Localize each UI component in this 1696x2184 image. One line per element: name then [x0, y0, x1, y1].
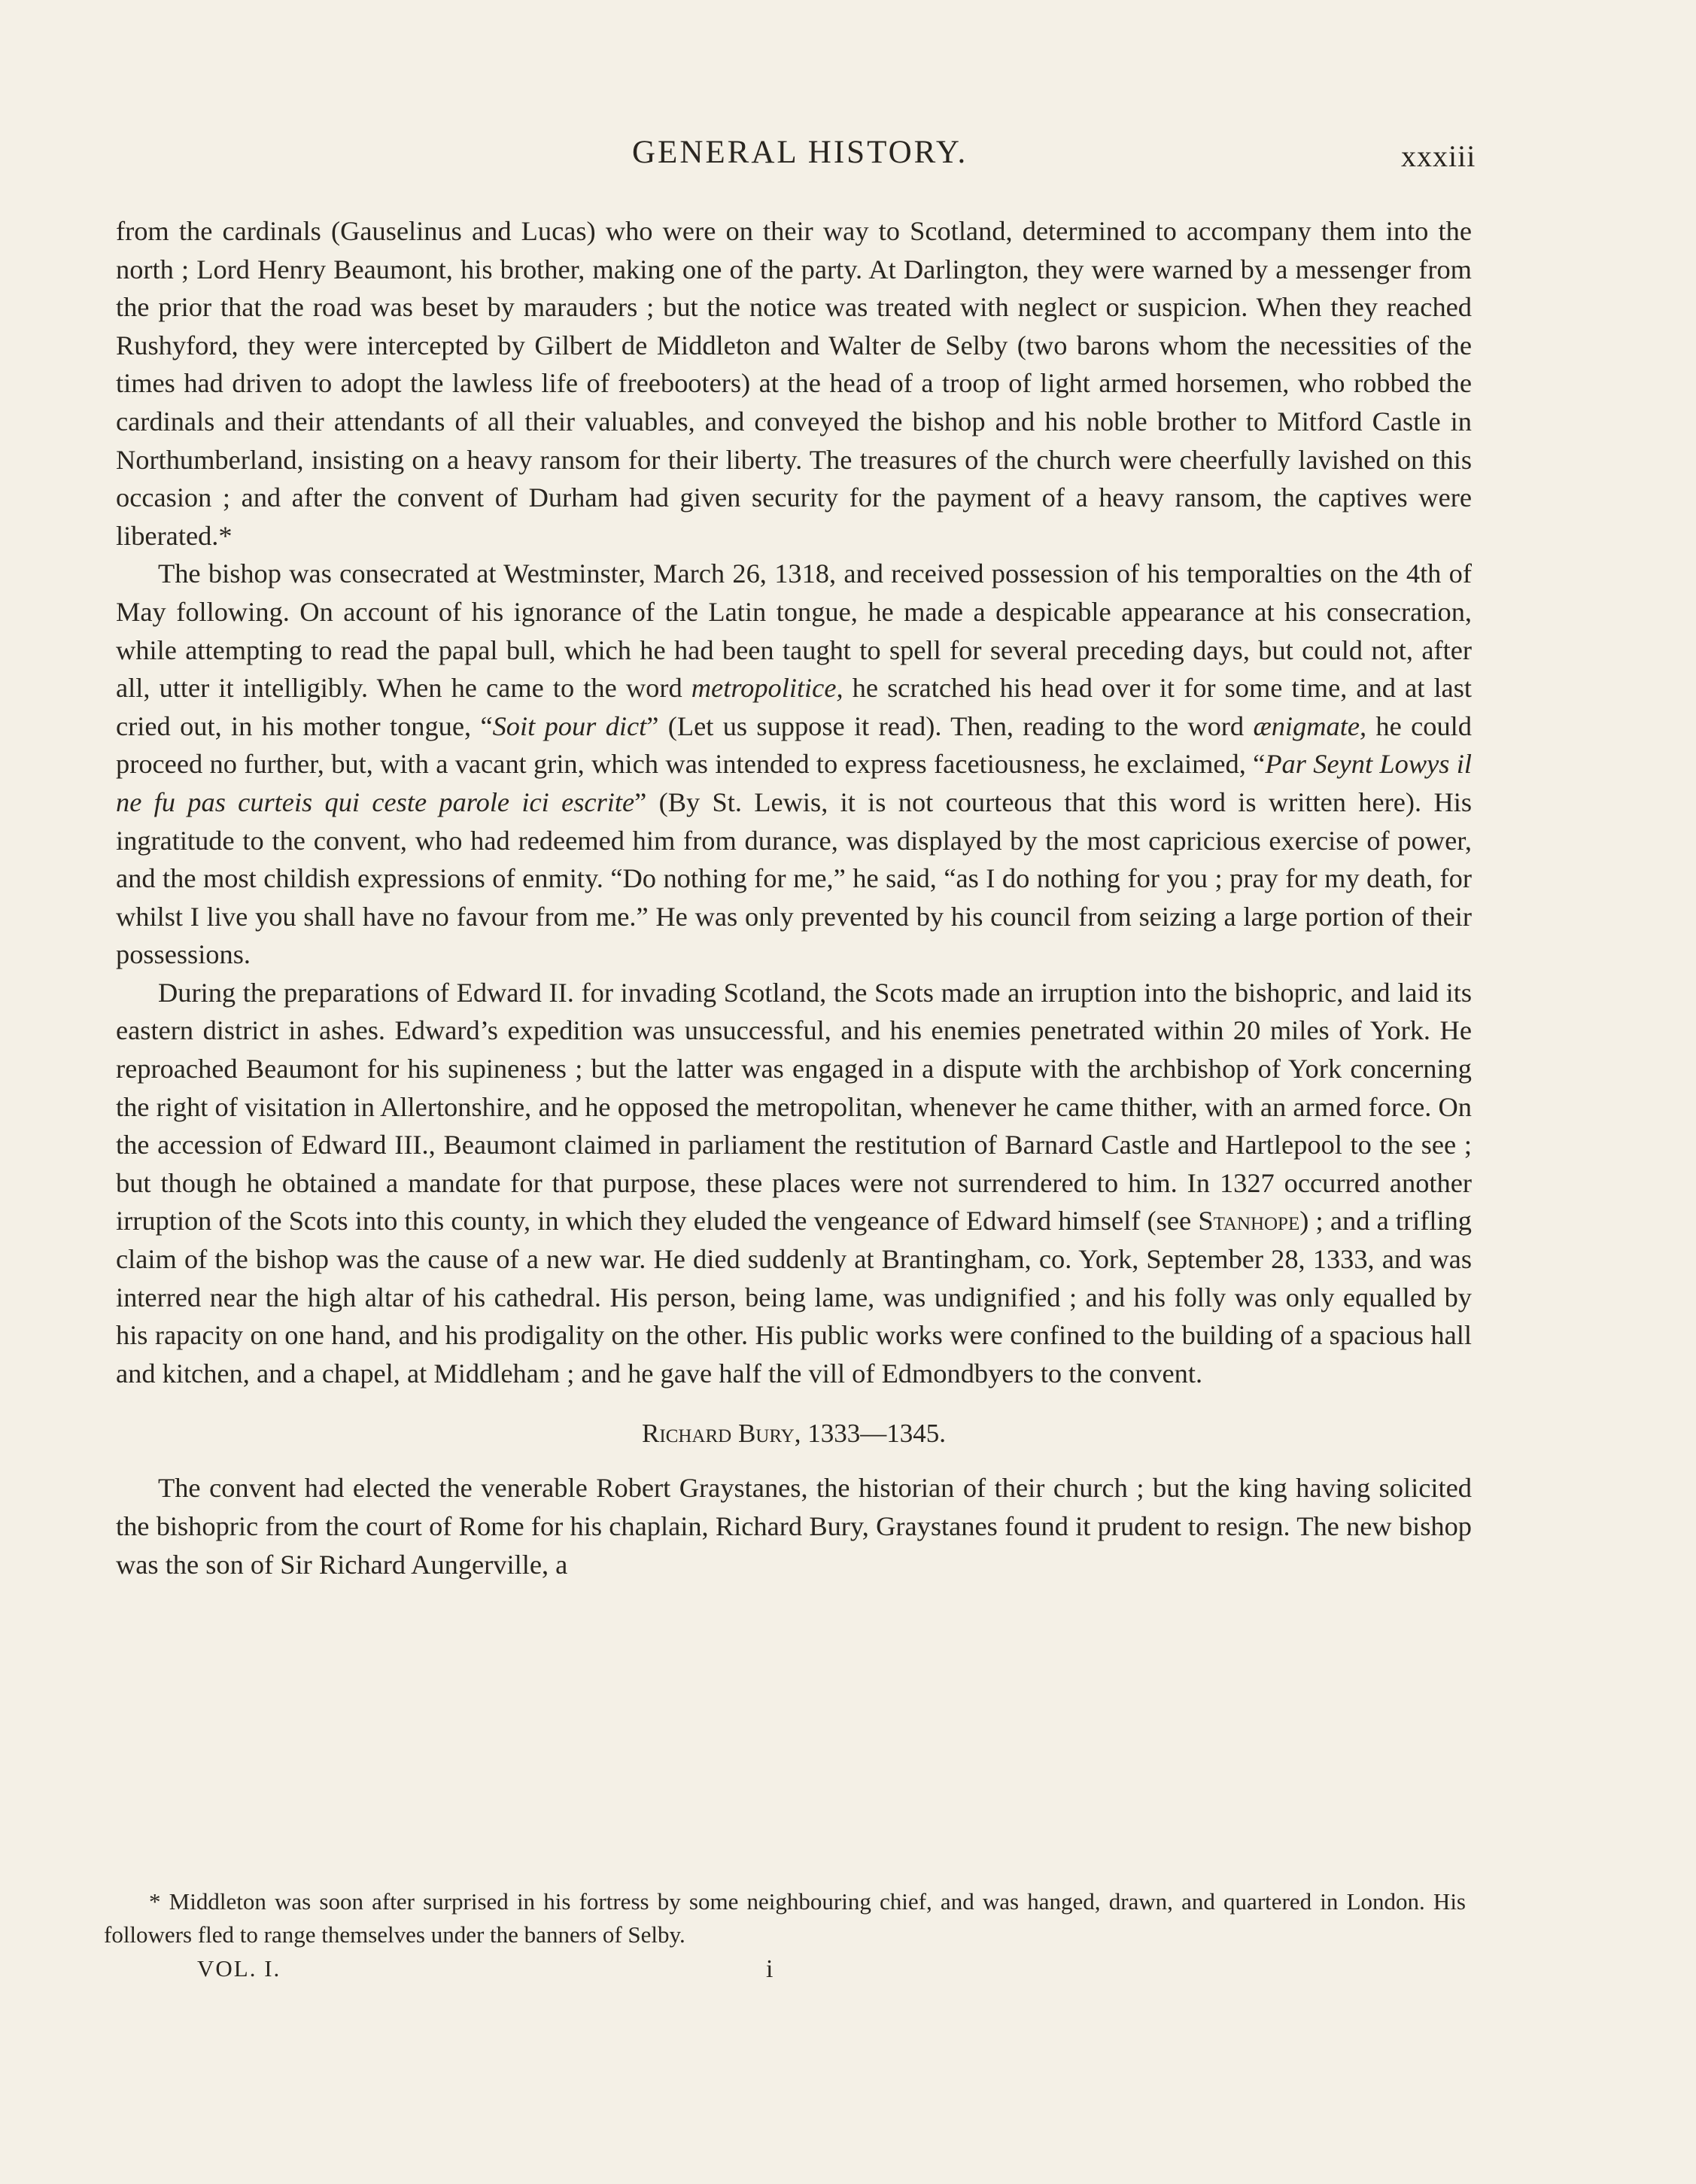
signature-mark: i — [766, 1955, 774, 1983]
text-run: ) ; and a trifling claim of the bishop was the cause of a new war. He died suddenly at Brantingham, co. York, September 28, 1333, and was interred near the high altar of his cathedral. His person, being lame, was undignified ; and his folly was only equalled by his rapacity on one hand, and his prodigality on the other. His public works were confined to the building of a spacious hall and kitchen, and a chapel, at Middleham ; and he gave half the vill of Edmondbyers to the convent. — [116, 1206, 1472, 1389]
paragraph-4: The convent had elected the venerable Robert Graystanes, the historian of their church ; but the king having solicited the bishopric from the court of Rome for his chaplain, Richard Bury, Graystanes found it prudent to resign. The new bishop was the son of Sir Richard Aungerville, a — [116, 1473, 1472, 1580]
page-footer — [0, 1955, 1696, 1993]
text-run: ” (Let us suppose it read). Then, reading to the word — [646, 710, 1254, 741]
paragraph-2 — [116, 555, 1472, 974]
running-head — [0, 134, 1696, 179]
paragraph-1: from the cardinals (Gauselinus and Lucas) who were on their way to Scotland, determined to accompany them into the north ; Lord Henry Beaumont, his brother, making one of the party. At Darlington, they were warned by a messenger from the prior that the road was beset by marauders ; but the notice was treated with neglect or suspicion. When they reached Rushyford, they were intercepted by Gilbert de Middleton and Walter de Selby (two barons whom the necessities of the times had driven to adopt the lawless life of freebooters) at the head of a troop of light armed horsemen, who robbed the cardinals and their attendants of all their valuables, and conveyed the bishop and his noble brother to Mitford Castle in Northumberland, insisting on a heavy ransom for their liberty. The treasures of the church were cheerfully lavished on this occasion ; and after the convent of Durham had given security for the payment of a heavy ransom, the captives were liberated.* — [116, 216, 1472, 551]
section-heading — [116, 1415, 1472, 1452]
italic-word: metropolitice, — [691, 673, 843, 704]
text-run: During the preparations of Edward II. for invading Scotland, the Scots made an irruption into the bishopric, and laid its eastern district in ashes. Edward’s expedition was unsuccessful, and his enemies penetrated within 20 miles of York. He reproached Beaumont for his supineness ; but the latter was engaged in a dispute with the archbishop of York concerning the right of visitation in Allertonshire, and he opposed the metropolitan, whenever he came thither, with an armed force. On the accession of Edward III., Beaumont claimed in parliament the restitution of Barnard Castle and Hartlepool to the see ; but though he obtained a mandate for that purpose, these places were not surrendered to him. In 1327 occurred another irruption of the Scots into this county, in which they eluded the vengeance of Edward himself (see — [116, 977, 1472, 1236]
text-run: he scratched his head over it for some time, and at last cried out, in his mother tongue, “ — [116, 673, 1472, 741]
italic-word: ænigmate, — [1253, 710, 1367, 741]
italic-phrase: Soit pour dict — [492, 710, 647, 741]
text-run: ” (By St. Lewis, it is not courteous that this word is written here). His ingratitude to the convent, who had redeemed him from durance, was displayed by the most capricious exercise of power, and the most childish expressions of enmity. “Do nothing for me,” he said, “as I do nothing for you ; pray for my death, for whilst I live you shall have no favour from me.” He was only prevented by his council from seizing a large portion of their possessions. — [116, 786, 1472, 970]
body-text — [116, 212, 1472, 1583]
italic-phrase: Par Seynt Lowys il ne fu pas curteis qui ceste parole ici escrite — [116, 749, 1472, 817]
text-run: The bishop was consecrated at Westminster, March 26, 1318, and received possession of his temporalties on the 4th of May following. On account of his ignorance of the Latin tongue, he made a despicable appearance at his consecration, while attempting to read the papal bull, which he had been taught to spell for several preceding days, but could not, after all, utter it intelligibly. When he came to the word — [116, 558, 1472, 704]
volume-mark: VOL. I. — [197, 1955, 281, 1982]
paragraph-3 — [116, 974, 1472, 1393]
section-heading-name: Richard Bury, — [642, 1419, 801, 1449]
section-heading-dates: 1333—1345. — [807, 1419, 946, 1449]
footnote: * Middleton was soon after surprised in his fortress by some neighbouring chief, and was hanged, drawn, and quartered in London. His followers fled to range themselves under the banners of Selby. — [104, 1888, 1466, 1948]
running-title: GENERAL HISTORY. — [632, 135, 968, 170]
small-caps-reference: Stanhope — [1198, 1206, 1300, 1236]
text-run: he could proceed no further, but, with a vacant grin, which was intended to express facetiousness, he exclaimed, “ — [116, 710, 1472, 780]
page-number: xxxiii — [1401, 139, 1476, 173]
